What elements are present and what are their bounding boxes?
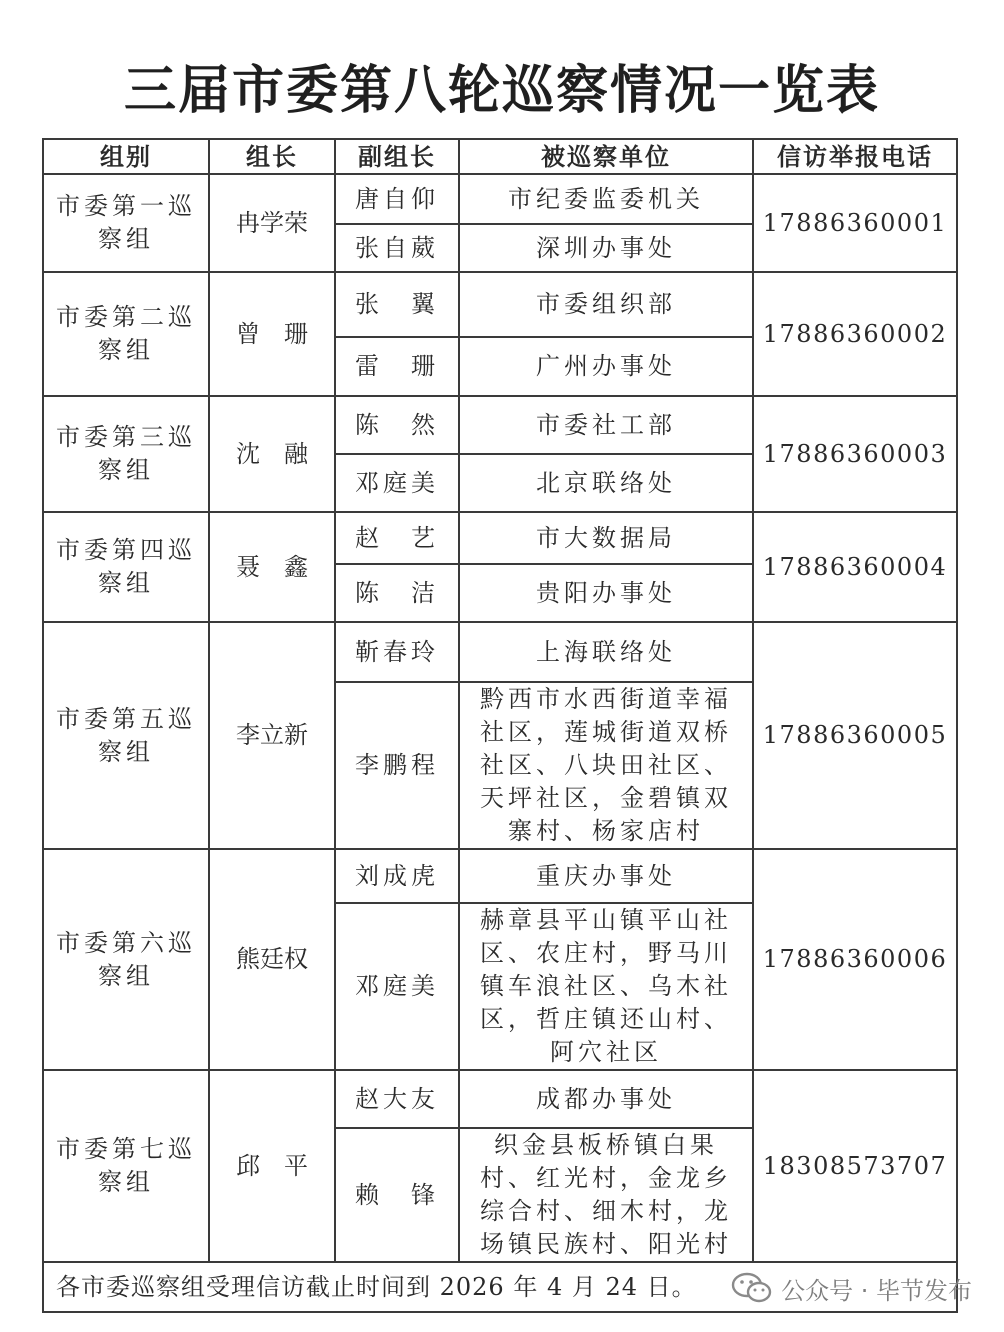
target-cell: 黔西市水西街道幸福社区，莲城街道双桥社区、八块田社区、天坪社区，金碧镇双寨村、杨家店村: [459, 682, 753, 849]
group-leader-7: 邱 平: [209, 1070, 335, 1262]
watermark-text: 公众号 · 毕节发布: [781, 1276, 972, 1305]
wechat-icon: [731, 1271, 773, 1305]
target-cell: 贵阳办事处: [459, 564, 753, 622]
deputy-cell: 赖 锋: [335, 1128, 459, 1262]
group-phone-2: 17886360002: [753, 272, 957, 396]
target-cell: 深圳办事处: [459, 224, 753, 272]
group-name-2: 市委第二巡察组: [43, 272, 209, 396]
deputy-cell: 陈 然: [335, 396, 459, 454]
watermark: [731, 1268, 972, 1308]
deputy-cell: 邓庭美: [335, 454, 459, 512]
deputy-cell: 唐自仰: [335, 174, 459, 224]
group-leader-1: 冉学荣: [209, 174, 335, 272]
header-row: [43, 139, 957, 174]
deputy-cell: 陈 洁: [335, 564, 459, 622]
deputy-cell: 雷 珊: [335, 337, 459, 396]
group-name-4: 市委第四巡察组: [43, 512, 209, 622]
group-name-7: 市委第七巡察组: [43, 1070, 209, 1262]
target-cell: 织金县板桥镇白果村、红光村，金龙乡综合村、细木村，龙场镇民族村、阳光村: [459, 1128, 753, 1262]
deputy-cell: 邓庭美: [335, 903, 459, 1070]
target-cell: 市委社工部: [459, 396, 753, 454]
deputy-cell: 刘成虎: [335, 849, 459, 903]
inspection-table: [42, 138, 958, 1313]
footer-note: 各市委巡察组受理信访截止时间到 2026 年 4 月 24 日。: [43, 1262, 957, 1312]
group-phone-7: 18308573707: [753, 1070, 957, 1262]
group-leader-3: 沈 融: [209, 396, 335, 512]
header-leader: 组长: [209, 139, 335, 174]
group-name-1: 市委第一巡察组: [43, 174, 209, 272]
target-cell: 赫章县平山镇平山社区、农庄村，野马川镇车浪社区、乌木社区，哲庄镇还山村、阿穴社区: [459, 903, 753, 1070]
group-name-3: 市委第三巡察组: [43, 396, 209, 512]
target-cell: 重庆办事处: [459, 849, 753, 903]
group-phone-5: 17886360005: [753, 622, 957, 849]
table-row: [43, 272, 957, 337]
target-cell: 成都办事处: [459, 1070, 753, 1128]
header-phone: 信访举报电话: [753, 139, 957, 174]
deputy-cell: 张 翼: [335, 272, 459, 337]
header-group: 组别: [43, 139, 209, 174]
group-phone-4: 17886360004: [753, 512, 957, 622]
group-leader-2: 曾 珊: [209, 272, 335, 396]
target-cell: 上海联络处: [459, 622, 753, 682]
table-row: [43, 622, 957, 682]
group-name-6: 市委第六巡察组: [43, 849, 209, 1070]
group-leader-4: 聂 鑫: [209, 512, 335, 622]
group-phone-1: 17886360001: [753, 174, 957, 272]
deputy-cell: 李鹏程: [335, 682, 459, 849]
group-leader-6: 熊廷权: [209, 849, 335, 1070]
target-cell: 市委组织部: [459, 272, 753, 337]
group-phone-3: 17886360003: [753, 396, 957, 512]
table-row: [43, 1070, 957, 1128]
deputy-cell: 赵大友: [335, 1070, 459, 1128]
deputy-cell: 赵 艺: [335, 512, 459, 564]
group-name-5: 市委第五巡察组: [43, 622, 209, 849]
header-deputy: 副组长: [335, 139, 459, 174]
group-leader-5: 李立新: [209, 622, 335, 849]
table-row: [43, 396, 957, 454]
header-target: 被巡察单位: [459, 139, 753, 174]
target-cell: 市纪委监委机关: [459, 174, 753, 224]
page-title: 三届市委第八轮巡察情况一览表: [123, 60, 880, 121]
table-row: [43, 849, 957, 903]
deputy-cell: 靳春玲: [335, 622, 459, 682]
target-cell: 北京联络处: [459, 454, 753, 512]
target-cell: 市大数据局: [459, 512, 753, 564]
deputy-cell: 张自葳: [335, 224, 459, 272]
target-cell: 广州办事处: [459, 337, 753, 396]
table-row: [43, 512, 957, 564]
table-row: [43, 174, 957, 224]
group-phone-6: 17886360006: [753, 849, 957, 1070]
